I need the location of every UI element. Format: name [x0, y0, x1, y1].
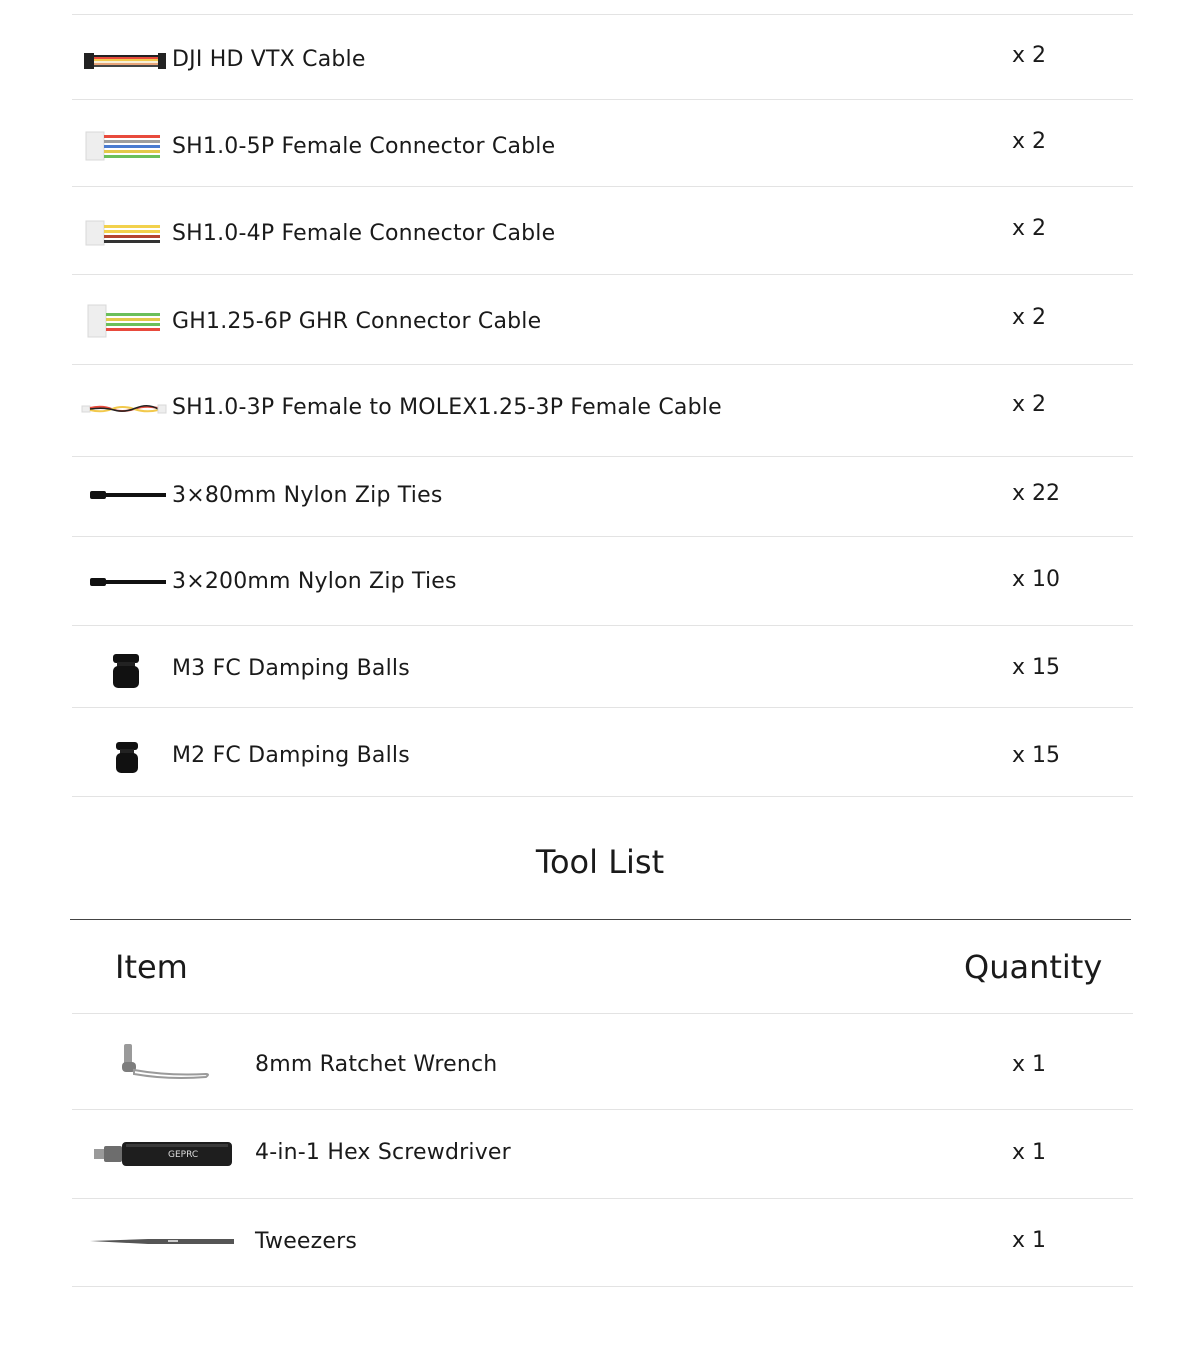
item-label: Tweezers [255, 1229, 358, 1254]
item-label: SH1.0-3P Female to MOLEX1.25-3P Female Cable [172, 395, 722, 420]
list-item [72, 1110, 1133, 1198]
section-title: Tool List [535, 843, 665, 881]
list-item [72, 537, 1133, 625]
sh-4p-cable-icon [84, 213, 174, 253]
hex-screwdriver-icon [92, 1136, 234, 1172]
list-item [72, 1199, 1133, 1286]
item-quantity: x 2 [1012, 305, 1047, 330]
divider [72, 1286, 1133, 1287]
item-label: 3×80mm Nylon Zip Ties [172, 483, 443, 508]
list-item [72, 626, 1133, 707]
column-header-item: Item [115, 948, 188, 986]
gh-6p-cable-icon [86, 301, 176, 341]
tweezers-icon [88, 1233, 238, 1249]
zip-tie-icon [88, 562, 178, 602]
list-item [72, 457, 1133, 536]
item-quantity: x 22 [1012, 481, 1061, 506]
brand-logo: GEPRC [168, 1150, 199, 1160]
item-quantity: x 1 [1012, 1140, 1047, 1165]
item-label: 3×200mm Nylon Zip Ties [172, 569, 457, 594]
item-quantity: x 2 [1012, 216, 1047, 241]
item-label: 4-in-1 Hex Screwdriver [255, 1140, 511, 1165]
item-label: M3 FC Damping Balls [172, 656, 410, 681]
item-label: GH1.25-6P GHR Connector Cable [172, 309, 542, 334]
item-quantity: x 1 [1012, 1052, 1047, 1077]
sh-5p-cable-icon [84, 126, 174, 166]
list-item [72, 1014, 1133, 1109]
item-label: 8mm Ratchet Wrench [255, 1052, 498, 1077]
item-label: SH1.0-4P Female Connector Cable [172, 221, 556, 246]
damping-ball-icon [110, 650, 146, 690]
item-quantity: x 1 [1012, 1228, 1047, 1253]
vtx-cable-icon [82, 41, 172, 81]
item-quantity: x 2 [1012, 43, 1047, 68]
item-quantity: x 10 [1012, 567, 1061, 592]
zip-tie-icon [88, 475, 178, 515]
list-item [72, 187, 1133, 274]
list-item [72, 15, 1133, 99]
divider [72, 796, 1133, 797]
item-quantity: x 2 [1012, 392, 1047, 417]
damping-ball-icon [114, 740, 144, 776]
item-label: DJI HD VTX Cable [172, 47, 366, 72]
item-label: SH1.0-5P Female Connector Cable [172, 134, 556, 159]
list-item [72, 100, 1133, 186]
item-label: M2 FC Damping Balls [172, 743, 410, 768]
item-quantity: x 15 [1012, 743, 1061, 768]
item-quantity: x 15 [1012, 655, 1061, 680]
sh-molex-cable-icon [82, 389, 172, 429]
divider [70, 919, 1131, 920]
item-quantity: x 2 [1012, 129, 1047, 154]
list-item [72, 708, 1133, 796]
ratchet-wrench-icon [118, 1040, 218, 1084]
column-header-quantity: Quantity [964, 948, 1103, 986]
list-item [72, 275, 1133, 364]
list-item [72, 365, 1133, 456]
